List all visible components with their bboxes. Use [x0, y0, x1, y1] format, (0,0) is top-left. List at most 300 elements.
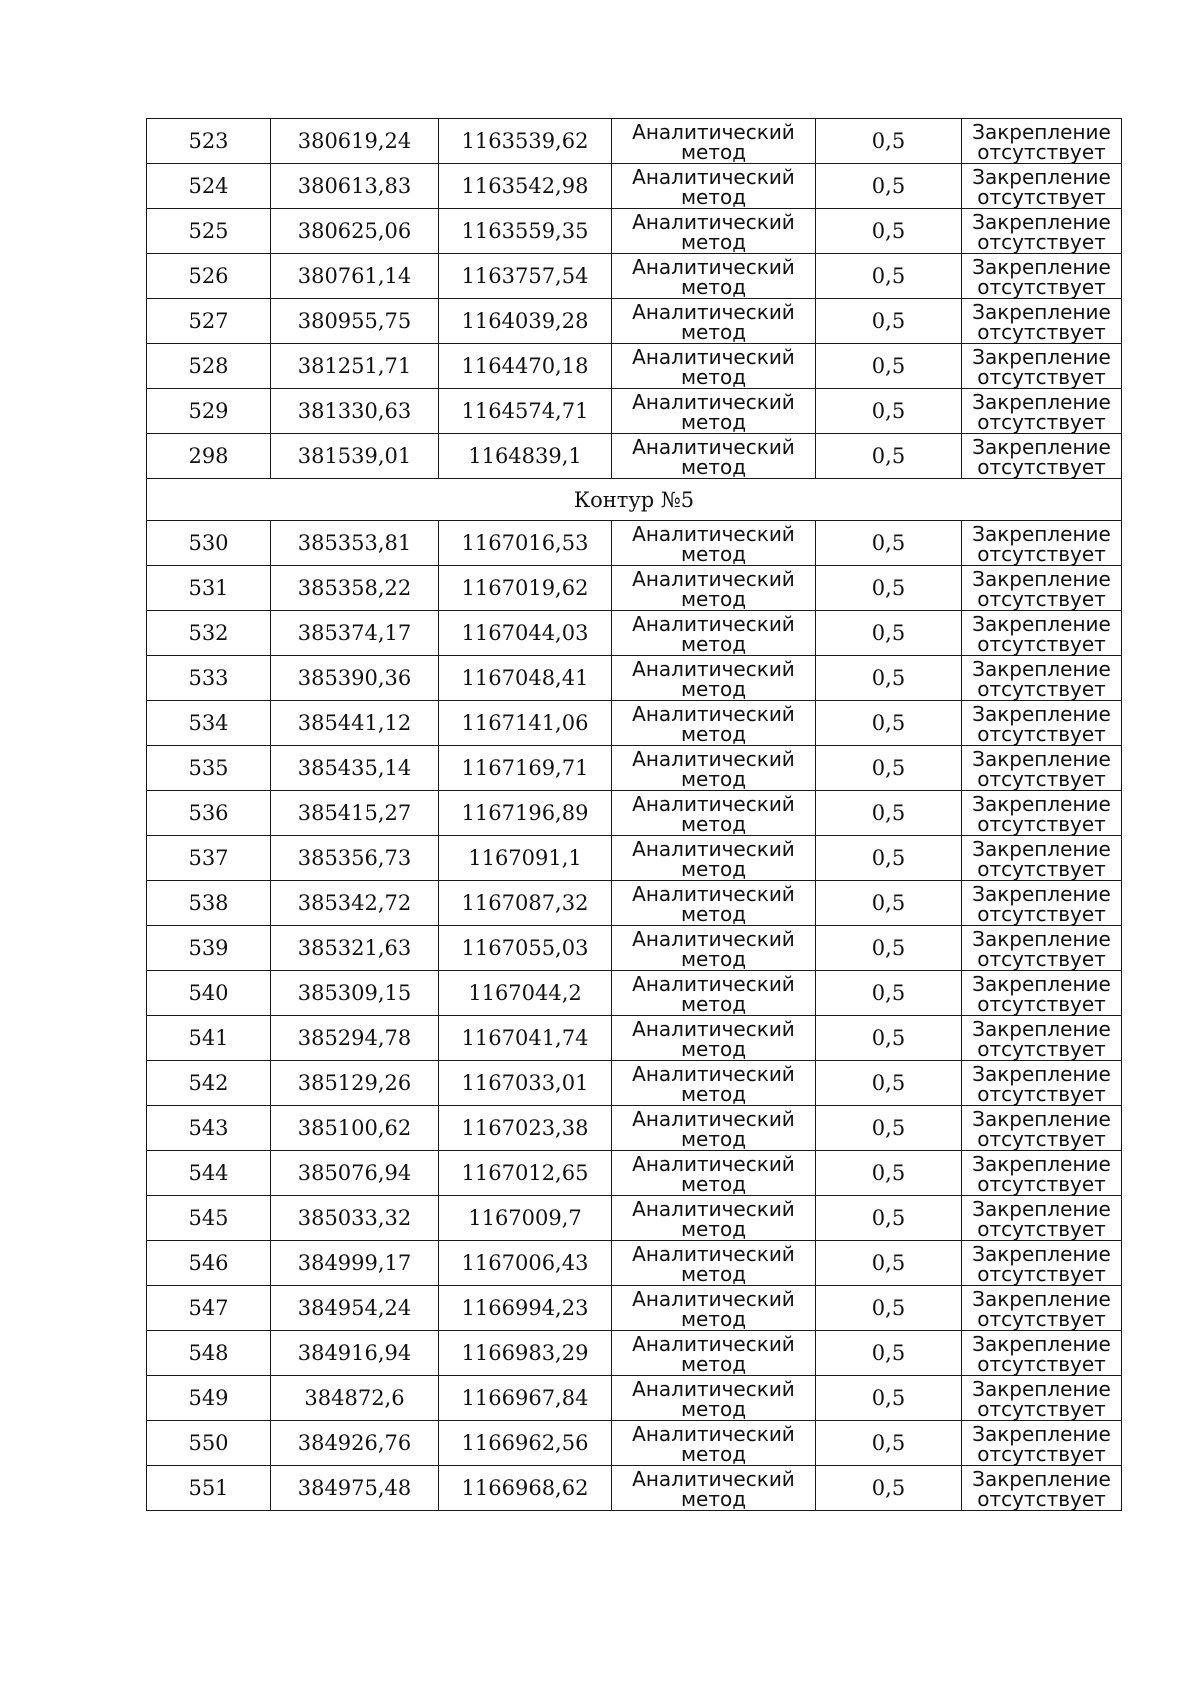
y-coordinate-cell: 1166968,62 [439, 1466, 612, 1511]
method-cell [612, 611, 816, 656]
x-coordinate-cell: 380625,06 [271, 209, 439, 254]
y-coordinate-cell: 1167006,43 [439, 1241, 612, 1286]
method-text: метод [680, 1487, 747, 1511]
fixation-cell [962, 1466, 1122, 1511]
y-coordinate-cell: 1167196,89 [439, 791, 612, 836]
fixation-text: отсутствует [977, 1172, 1106, 1196]
accuracy-cell: 0,5 [816, 1196, 962, 1241]
accuracy-cell: 0,5 [816, 209, 962, 254]
fixation-text: отсутствует [977, 542, 1106, 566]
fixation-text: Закрепление [972, 1197, 1111, 1221]
method-cell [612, 1061, 816, 1106]
section-header-row [147, 479, 1122, 521]
x-coordinate-cell: 380613,83 [271, 164, 439, 209]
method-cell [612, 1241, 816, 1286]
method-cell [612, 1016, 816, 1061]
accuracy-cell: 0,5 [816, 791, 962, 836]
point-number-cell: 549 [147, 1376, 271, 1421]
fixation-text: Закрепление [972, 1377, 1111, 1401]
x-coordinate-cell: 385100,62 [271, 1106, 439, 1151]
table-row [147, 1331, 1122, 1376]
method-cell [612, 1196, 816, 1241]
fixation-text: отсутствует [977, 1037, 1106, 1061]
method-text: метод [680, 185, 747, 209]
point-number-cell: 545 [147, 1196, 271, 1241]
method-text: Аналитический [632, 702, 795, 726]
point-number-cell: 526 [147, 254, 271, 299]
y-coordinate-cell: 1163542,98 [439, 164, 612, 209]
point-number-cell: 523 [147, 119, 271, 164]
fixation-text: отсутствует [977, 1487, 1106, 1511]
table-row [147, 164, 1122, 209]
fixation-text: отсутствует [977, 992, 1106, 1016]
x-coordinate-cell: 385033,32 [271, 1196, 439, 1241]
accuracy-cell: 0,5 [816, 1241, 962, 1286]
accuracy-cell: 0,5 [816, 926, 962, 971]
fixation-text: Закрепление [972, 1017, 1111, 1041]
method-text: метод [680, 1172, 747, 1196]
point-number-cell: 527 [147, 299, 271, 344]
method-cell [612, 926, 816, 971]
fixation-cell [962, 1061, 1122, 1106]
method-text: метод [680, 542, 747, 566]
method-text: Аналитический [632, 1152, 795, 1176]
fixation-cell [962, 299, 1122, 344]
x-coordinate-cell: 384954,24 [271, 1286, 439, 1331]
point-number-cell: 525 [147, 209, 271, 254]
fixation-text: отсутствует [977, 365, 1106, 389]
fixation-cell [962, 1286, 1122, 1331]
table-row [147, 926, 1122, 971]
fixation-text: Закрепление [972, 1242, 1111, 1266]
method-text: Аналитический [632, 165, 795, 189]
method-cell [612, 656, 816, 701]
method-text: метод [680, 857, 747, 881]
fixation-text: отсутствует [977, 1307, 1106, 1331]
accuracy-cell: 0,5 [816, 1151, 962, 1196]
method-text: метод [680, 587, 747, 611]
fixation-cell [962, 1016, 1122, 1061]
fixation-text: отсутствует [977, 857, 1106, 881]
fixation-text: отсутствует [977, 1397, 1106, 1421]
method-cell [612, 746, 816, 791]
fixation-cell [962, 254, 1122, 299]
fixation-text: Закрепление [972, 165, 1111, 189]
point-number-cell: 529 [147, 389, 271, 434]
method-text: метод [680, 1352, 747, 1376]
fixation-text: Закрепление [972, 567, 1111, 591]
table-row [147, 254, 1122, 299]
y-coordinate-cell: 1164039,28 [439, 299, 612, 344]
fixation-text: отсутствует [977, 185, 1106, 209]
method-text: Аналитический [632, 1467, 795, 1491]
accuracy-cell: 0,5 [816, 434, 962, 479]
fixation-text: Закрепление [972, 972, 1111, 996]
y-coordinate-cell: 1167041,74 [439, 1016, 612, 1061]
x-coordinate-cell: 385342,72 [271, 881, 439, 926]
table-row [147, 1421, 1122, 1466]
method-cell [612, 164, 816, 209]
fixation-text: Закрепление [972, 837, 1111, 861]
point-number-cell: 543 [147, 1106, 271, 1151]
table-row [147, 1196, 1122, 1241]
method-text: Аналитический [632, 747, 795, 771]
method-text: метод [680, 677, 747, 701]
method-text: метод [680, 1442, 747, 1466]
accuracy-cell: 0,5 [816, 1331, 962, 1376]
accuracy-cell: 0,5 [816, 701, 962, 746]
method-text: Аналитический [632, 120, 795, 144]
table-row [147, 389, 1122, 434]
method-cell [612, 1286, 816, 1331]
point-number-cell: 524 [147, 164, 271, 209]
fixation-cell [962, 746, 1122, 791]
accuracy-cell: 0,5 [816, 1106, 962, 1151]
method-cell [612, 791, 816, 836]
method-text: Аналитический [632, 1197, 795, 1221]
table-row [147, 209, 1122, 254]
table-row [147, 791, 1122, 836]
accuracy-cell: 0,5 [816, 521, 962, 566]
table-row [147, 566, 1122, 611]
table-row [147, 881, 1122, 926]
method-text: метод [680, 1082, 747, 1106]
fixation-text: Закрепление [972, 1422, 1111, 1446]
table-row [147, 971, 1122, 1016]
method-text: метод [680, 1397, 747, 1421]
fixation-text: отсутствует [977, 1082, 1106, 1106]
fixation-cell [962, 836, 1122, 881]
y-coordinate-cell: 1164470,18 [439, 344, 612, 389]
method-text: метод [680, 320, 747, 344]
y-coordinate-cell: 1167169,71 [439, 746, 612, 791]
method-text: Аналитический [632, 1287, 795, 1311]
point-number-cell: 531 [147, 566, 271, 611]
table-row [147, 746, 1122, 791]
method-cell [612, 701, 816, 746]
fixation-text: Закрепление [972, 1062, 1111, 1086]
x-coordinate-cell: 385353,81 [271, 521, 439, 566]
fixation-text: Закрепление [972, 210, 1111, 234]
fixation-text: Закрепление [972, 1152, 1111, 1176]
accuracy-cell: 0,5 [816, 344, 962, 389]
x-coordinate-cell: 385435,14 [271, 746, 439, 791]
x-coordinate-cell: 384975,48 [271, 1466, 439, 1511]
fixation-text: отсутствует [977, 1217, 1106, 1241]
method-text: Аналитический [632, 1377, 795, 1401]
fixation-cell [962, 521, 1122, 566]
method-text: метод [680, 722, 747, 746]
x-coordinate-cell: 385441,12 [271, 701, 439, 746]
accuracy-cell: 0,5 [816, 566, 962, 611]
table-row [147, 1016, 1122, 1061]
method-text: метод [680, 902, 747, 926]
accuracy-cell: 0,5 [816, 119, 962, 164]
method-text: Аналитический [632, 972, 795, 996]
method-text: Аналитический [632, 567, 795, 591]
fixation-cell [962, 1151, 1122, 1196]
method-cell [612, 1466, 816, 1511]
method-text: Аналитический [632, 390, 795, 414]
method-text: Аналитический [632, 255, 795, 279]
method-text: метод [680, 1037, 747, 1061]
table-row [147, 656, 1122, 701]
fixation-text: Закрепление [972, 882, 1111, 906]
accuracy-cell: 0,5 [816, 1061, 962, 1106]
fixation-text: Закрепление [972, 1332, 1111, 1356]
y-coordinate-cell: 1167009,7 [439, 1196, 612, 1241]
point-number-cell: 542 [147, 1061, 271, 1106]
y-coordinate-cell: 1163539,62 [439, 119, 612, 164]
point-number-cell: 551 [147, 1466, 271, 1511]
accuracy-cell: 0,5 [816, 254, 962, 299]
method-text: метод [680, 1127, 747, 1151]
point-number-cell: 528 [147, 344, 271, 389]
method-text: метод [680, 230, 747, 254]
fixation-text: Закрепление [972, 522, 1111, 546]
fixation-text: отсутствует [977, 320, 1106, 344]
method-text: Аналитический [632, 792, 795, 816]
y-coordinate-cell: 1167048,41 [439, 656, 612, 701]
fixation-cell [962, 1196, 1122, 1241]
x-coordinate-cell: 384999,17 [271, 1241, 439, 1286]
fixation-text: Закрепление [972, 792, 1111, 816]
x-coordinate-cell: 385076,94 [271, 1151, 439, 1196]
accuracy-cell: 0,5 [816, 656, 962, 701]
table-row [147, 1466, 1122, 1511]
method-text: метод [680, 812, 747, 836]
fixation-cell [962, 344, 1122, 389]
method-cell [612, 1421, 816, 1466]
method-cell [612, 521, 816, 566]
x-coordinate-cell: 385309,15 [271, 971, 439, 1016]
method-cell [612, 1331, 816, 1376]
y-coordinate-cell: 1166994,23 [439, 1286, 612, 1331]
accuracy-cell: 0,5 [816, 1421, 962, 1466]
fixation-cell [962, 434, 1122, 479]
accuracy-cell: 0,5 [816, 299, 962, 344]
x-coordinate-cell: 385374,17 [271, 611, 439, 656]
x-coordinate-cell: 380955,75 [271, 299, 439, 344]
method-text: Аналитический [632, 927, 795, 951]
y-coordinate-cell: 1166967,84 [439, 1376, 612, 1421]
fixation-text: Закрепление [972, 390, 1111, 414]
accuracy-cell: 0,5 [816, 1286, 962, 1331]
point-number-cell: 298 [147, 434, 271, 479]
fixation-text: Закрепление [972, 1287, 1111, 1311]
point-number-cell: 548 [147, 1331, 271, 1376]
accuracy-cell: 0,5 [816, 1376, 962, 1421]
method-cell [612, 344, 816, 389]
fixation-cell [962, 389, 1122, 434]
point-number-cell: 536 [147, 791, 271, 836]
method-cell [612, 299, 816, 344]
fixation-text: отсутствует [977, 410, 1106, 434]
table-row [147, 611, 1122, 656]
fixation-cell [962, 971, 1122, 1016]
table-body [147, 119, 1122, 1511]
y-coordinate-cell: 1167055,03 [439, 926, 612, 971]
fixation-cell [962, 926, 1122, 971]
method-text: метод [680, 410, 747, 434]
fixation-cell [962, 164, 1122, 209]
fixation-cell [962, 791, 1122, 836]
fixation-text: Закрепление [972, 747, 1111, 771]
point-number-cell: 547 [147, 1286, 271, 1331]
x-coordinate-cell: 385358,22 [271, 566, 439, 611]
fixation-text: Закрепление [972, 255, 1111, 279]
accuracy-cell: 0,5 [816, 1466, 962, 1511]
method-text: Аналитический [632, 837, 795, 861]
method-text: Аналитический [632, 210, 795, 234]
method-text: метод [680, 455, 747, 479]
y-coordinate-cell: 1167016,53 [439, 521, 612, 566]
fixation-text: отсутствует [977, 902, 1106, 926]
method-cell [612, 389, 816, 434]
point-number-cell: 550 [147, 1421, 271, 1466]
table-row [147, 1151, 1122, 1196]
accuracy-cell: 0,5 [816, 389, 962, 434]
fixation-text: отсутствует [977, 722, 1106, 746]
accuracy-cell: 0,5 [816, 881, 962, 926]
method-text: метод [680, 767, 747, 791]
fixation-text: Закрепление [972, 1467, 1111, 1491]
fixation-cell [962, 1421, 1122, 1466]
fixation-text: отсутствует [977, 812, 1106, 836]
table-row [147, 1376, 1122, 1421]
fixation-cell [962, 1331, 1122, 1376]
y-coordinate-cell: 1167019,62 [439, 566, 612, 611]
fixation-cell [962, 701, 1122, 746]
table-row [147, 299, 1122, 344]
fixation-text: отсутствует [977, 632, 1106, 656]
method-cell [612, 881, 816, 926]
table-row [147, 1106, 1122, 1151]
point-number-cell: 533 [147, 656, 271, 701]
fixation-text: отсутствует [977, 275, 1106, 299]
table-row [147, 701, 1122, 746]
y-coordinate-cell: 1164574,71 [439, 389, 612, 434]
method-cell [612, 1151, 816, 1196]
point-number-cell: 541 [147, 1016, 271, 1061]
accuracy-cell: 0,5 [816, 836, 962, 881]
method-text: Аналитический [632, 300, 795, 324]
table-row [147, 344, 1122, 389]
fixation-text: отсутствует [977, 677, 1106, 701]
method-cell [612, 836, 816, 881]
fixation-text: отсутствует [977, 1127, 1106, 1151]
method-cell [612, 434, 816, 479]
x-coordinate-cell: 380619,24 [271, 119, 439, 164]
fixation-text: отсутствует [977, 767, 1106, 791]
method-cell [612, 971, 816, 1016]
fixation-text: Закрепление [972, 927, 1111, 951]
table-row [147, 521, 1122, 566]
x-coordinate-cell: 381251,71 [271, 344, 439, 389]
fixation-cell [962, 656, 1122, 701]
x-coordinate-cell: 380761,14 [271, 254, 439, 299]
y-coordinate-cell: 1164839,1 [439, 434, 612, 479]
method-text: Аналитический [632, 1062, 795, 1086]
method-cell [612, 119, 816, 164]
method-text: Аналитический [632, 1017, 795, 1041]
x-coordinate-cell: 381330,63 [271, 389, 439, 434]
point-number-cell: 535 [147, 746, 271, 791]
x-coordinate-cell: 385294,78 [271, 1016, 439, 1061]
x-coordinate-cell: 385356,73 [271, 836, 439, 881]
method-text: Аналитический [632, 1332, 795, 1356]
section-heading: Контур №5 [147, 479, 1122, 521]
table-row [147, 119, 1122, 164]
point-number-cell: 544 [147, 1151, 271, 1196]
point-number-cell: 539 [147, 926, 271, 971]
method-text: метод [680, 275, 747, 299]
accuracy-cell: 0,5 [816, 746, 962, 791]
method-cell [612, 254, 816, 299]
accuracy-cell: 0,5 [816, 1016, 962, 1061]
fixation-text: отсутствует [977, 1442, 1106, 1466]
point-number-cell: 538 [147, 881, 271, 926]
fixation-text: отсутствует [977, 140, 1106, 164]
x-coordinate-cell: 381539,01 [271, 434, 439, 479]
method-text: Аналитический [632, 1422, 795, 1446]
y-coordinate-cell: 1163559,35 [439, 209, 612, 254]
fixation-text: Закрепление [972, 300, 1111, 324]
fixation-text: Закрепление [972, 1107, 1111, 1131]
coordinates-table [146, 118, 1122, 1511]
x-coordinate-cell: 385390,36 [271, 656, 439, 701]
method-text: Аналитический [632, 612, 795, 636]
point-number-cell: 540 [147, 971, 271, 1016]
method-text: метод [680, 992, 747, 1016]
fixation-cell [962, 1241, 1122, 1286]
method-text: Аналитический [632, 1242, 795, 1266]
method-text: Аналитический [632, 435, 795, 459]
fixation-cell [962, 209, 1122, 254]
x-coordinate-cell: 385129,26 [271, 1061, 439, 1106]
table-row [147, 1286, 1122, 1331]
fixation-cell [962, 1106, 1122, 1151]
table-row [147, 434, 1122, 479]
fixation-text: Закрепление [972, 657, 1111, 681]
fixation-text: отсутствует [977, 587, 1106, 611]
point-number-cell: 537 [147, 836, 271, 881]
method-text: метод [680, 947, 747, 971]
accuracy-cell: 0,5 [816, 971, 962, 1016]
fixation-text: отсутствует [977, 455, 1106, 479]
point-number-cell: 530 [147, 521, 271, 566]
point-number-cell: 546 [147, 1241, 271, 1286]
method-text: Аналитический [632, 657, 795, 681]
method-text: Аналитический [632, 882, 795, 906]
method-cell [612, 209, 816, 254]
fixation-text: Закрепление [972, 345, 1111, 369]
method-cell [612, 1376, 816, 1421]
fixation-cell [962, 611, 1122, 656]
y-coordinate-cell: 1163757,54 [439, 254, 612, 299]
fixation-cell [962, 1376, 1122, 1421]
method-text: метод [680, 140, 747, 164]
method-text: метод [680, 365, 747, 389]
x-coordinate-cell: 385321,63 [271, 926, 439, 971]
fixation-text: отсутствует [977, 947, 1106, 971]
method-text: метод [680, 1307, 747, 1331]
y-coordinate-cell: 1167044,2 [439, 971, 612, 1016]
fixation-text: отсутствует [977, 1262, 1106, 1286]
table-row [147, 1061, 1122, 1106]
accuracy-cell: 0,5 [816, 611, 962, 656]
fixation-cell [962, 119, 1122, 164]
